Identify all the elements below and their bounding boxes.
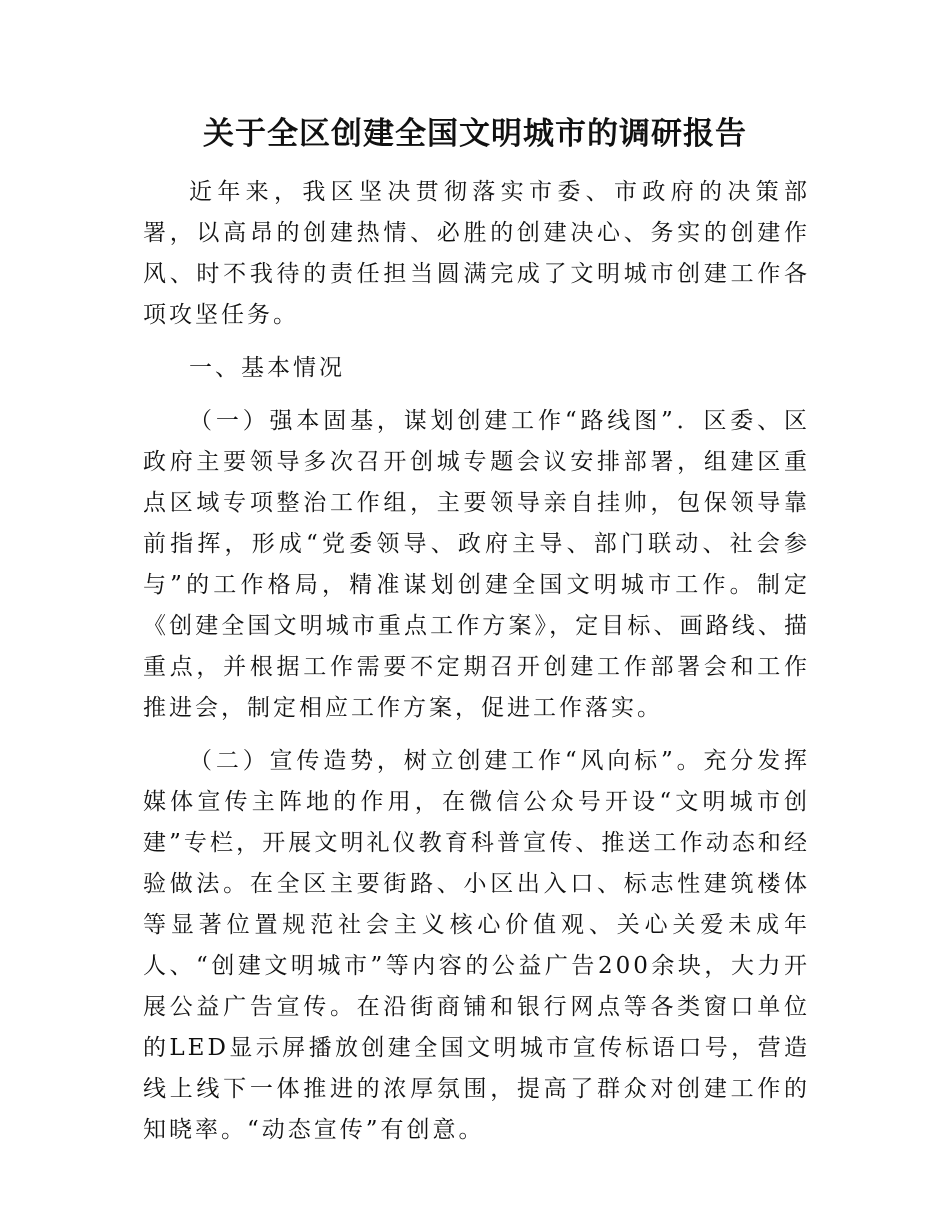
document-body — [143, 172, 810, 1151]
document-title: 关于全区创建全国文明城市的调研报告 — [203, 116, 747, 152]
subsection-2-paragraph: （二）宣传造势，树立创建工作“风向标”。充分发挥媒体宣传主阵地的作用，在微信公众号开设“文明城市创建”专栏，开展文明礼仪教育科普宣传、推送工作动态和经验做法。在全区主要街路、小区出入口、标志性建筑楼体等显著位置规范社会主义核心价值观、关心关爱未成年人、“创建文明城市”等内容的公益广告200余块，大力开展公益广告宣传。在沿街商铺和银行网点等各类窗口单位的LED显示屏播放创建全国文明城市宣传标语口号，营造线上线下一体推进的浓厚氛围，提高了群众对创建工作的知晓率。“动态宣传”有创意。 — [143, 748, 810, 1143]
intro-paragraph: 近年来，我区坚决贯彻落实市委、市政府的决策部署，以高昂的创建热情、必胜的创建决心、务实的创建作风、时不我待的责任担当圆满完成了文明城市创建工作各项攻坚任务。 — [143, 179, 810, 328]
section-heading: 一、基本情况 — [189, 355, 345, 381]
subsection-1-paragraph: （一）强本固基，谋划创建工作“路线图”．区委、区政府主要领导多次召开创城专题会议安排部署，组建区重点区域专项整治工作组，主要领导亲自挂帅，包保领导靠前指挥，形成“党委领导、政府主导、部门联动、社会参与”的工作格局，精准谋划创建全国文明城市工作。制定《创建全国文明城市重点工作方案》，定目标、画路线、描重点，并根据工作需要不定期召开创建工作部署会和工作推进会，制定相应工作方案，促进工作落实。 — [143, 408, 810, 721]
